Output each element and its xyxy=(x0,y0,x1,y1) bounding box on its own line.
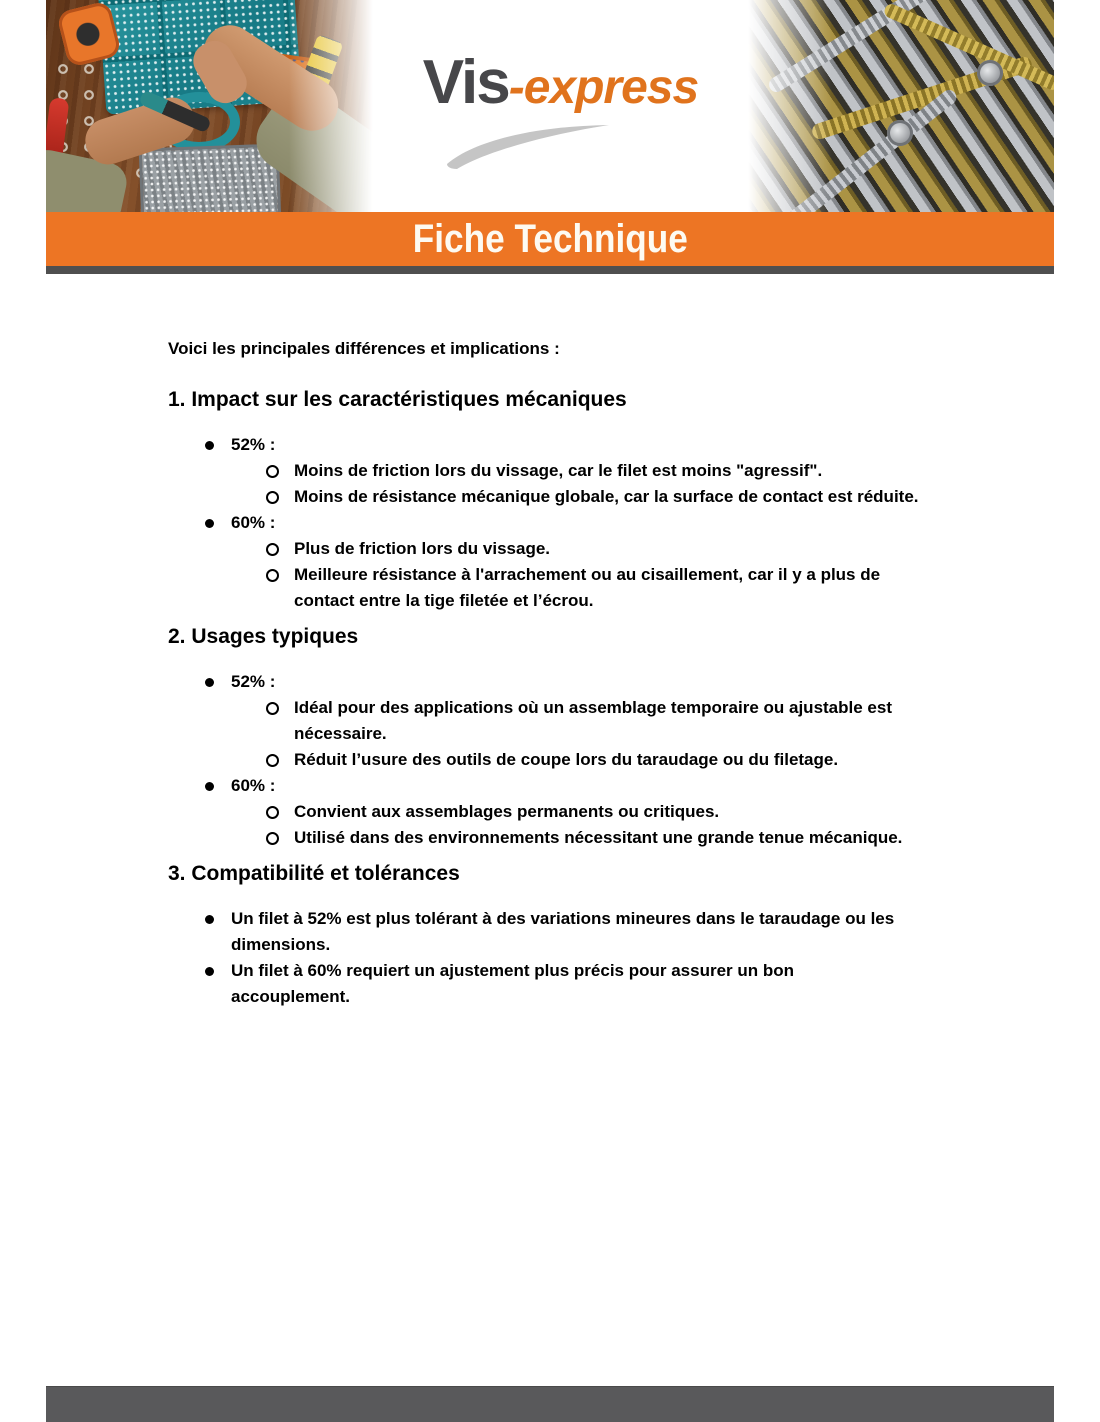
bullet-label: 52% : xyxy=(231,672,276,691)
bullet-list-2 xyxy=(168,669,978,851)
bullet-text: Meilleure résistance à l'arrachement ou au cisaillement, car il y a plus de contact entre la tige filetée et l’écrou. xyxy=(294,565,881,610)
bullet-list-3 xyxy=(168,906,978,1010)
bullet-circle-icon xyxy=(266,832,279,845)
bullet-dot-icon xyxy=(205,915,214,924)
bullet-text: Moins de friction lors du vissage, car le filet est moins "agressif". xyxy=(294,461,823,480)
bullet-dot-icon xyxy=(205,782,214,791)
intro-text: Voici les principales différences et implications : xyxy=(168,339,560,358)
bullet-circle-icon xyxy=(266,491,279,504)
section-heading-3: 3. Compatibilité et tolérances xyxy=(168,862,460,885)
footer-bar xyxy=(46,1386,1054,1422)
bullet-circle-icon xyxy=(266,465,279,478)
bullet-circle-icon xyxy=(266,702,279,715)
document xyxy=(46,0,1054,1422)
header-banner xyxy=(46,0,1054,212)
screw-head xyxy=(887,120,913,146)
content xyxy=(46,336,978,1010)
list-item xyxy=(168,799,978,825)
bullet-circle-icon xyxy=(266,806,279,819)
bullet-label: 60% : xyxy=(231,776,276,795)
photo-fade xyxy=(737,0,832,212)
bullet-text: Plus de friction lors du vissage. xyxy=(294,539,551,558)
divider-strip xyxy=(46,266,1054,274)
list-item xyxy=(168,536,978,562)
section-heading-2: 2. Usages typiques xyxy=(168,625,359,648)
bullet-dot-icon xyxy=(205,441,214,450)
list-item xyxy=(168,695,978,747)
logo-express-text: -express xyxy=(508,61,699,114)
logo-swoosh-icon xyxy=(441,122,621,170)
bullet-circle-icon xyxy=(266,543,279,556)
workbench-photo xyxy=(46,0,384,212)
list-item xyxy=(168,510,978,536)
bullet-label: 52% : xyxy=(231,435,276,454)
bullet-dot-icon xyxy=(205,678,214,687)
bullet-text: Un filet à 60% requiert un ajustement plus précis pour assurer un bon accouplement. xyxy=(231,961,795,1006)
list-item xyxy=(168,825,978,851)
bullet-text: Réduit l’usure des outils de coupe lors du taraudage ou du filetage. xyxy=(294,750,839,769)
logo-vis-text: Vis xyxy=(422,48,509,117)
bullet-text: Utilisé dans des environnements nécessitant une grande tenue mécanique. xyxy=(294,828,903,847)
list-item xyxy=(168,773,978,799)
bullet-text: Idéal pour des applications où un assemblage temporaire ou ajustable est nécessaire. xyxy=(294,698,892,743)
bullet-circle-icon xyxy=(266,569,279,582)
bullet-text: Un filet à 52% est plus tolérant à des variations mineures dans le taraudage ou les dimensions. xyxy=(231,909,895,954)
banner-title: Fiche Technique xyxy=(412,216,688,261)
list-item xyxy=(168,958,978,1010)
bullet-label: 60% : xyxy=(231,513,276,532)
list-item xyxy=(168,669,978,695)
list-item xyxy=(168,458,978,484)
list-item xyxy=(168,906,978,958)
title-banner xyxy=(46,212,1054,266)
list-item xyxy=(168,484,978,510)
bullet-dot-icon xyxy=(205,519,214,528)
list-item xyxy=(168,562,978,614)
list-item xyxy=(168,432,978,458)
logo-wordmark xyxy=(422,48,699,117)
screw-head xyxy=(977,60,1003,86)
bullet-text: Convient aux assemblages permanents ou critiques. xyxy=(294,802,720,821)
bullet-text: Moins de résistance mécanique globale, car la surface de contact est réduite. xyxy=(294,487,919,506)
bullet-list-1 xyxy=(168,432,978,614)
bullet-dot-icon xyxy=(205,967,214,976)
section-heading-1: 1. Impact sur les caractéristiques mécaniques xyxy=(168,388,627,411)
bullet-circle-icon xyxy=(266,754,279,767)
logo xyxy=(384,0,737,212)
list-item xyxy=(168,747,978,773)
screws-photo xyxy=(737,0,1054,212)
